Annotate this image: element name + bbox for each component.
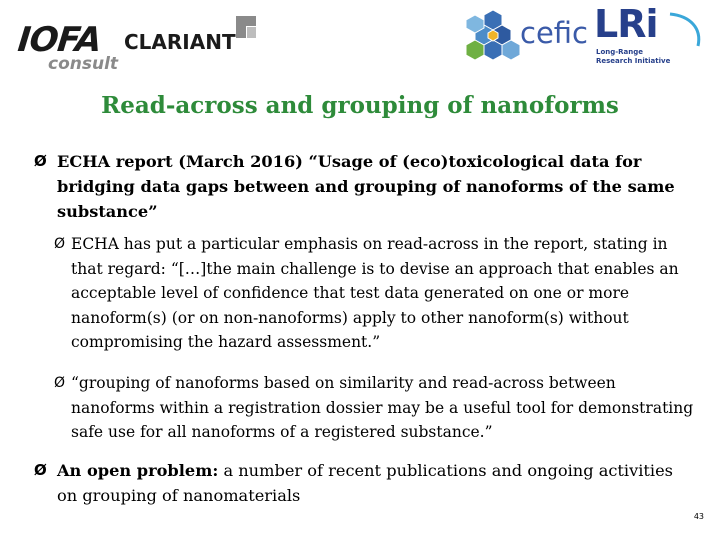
iofa-consult-logo [8,18,118,76]
bullet-text: “grouping of nanoforms based on similarity and read-across between nanoforms within a registration dossier may be a useful tool for demonstrating safe use for all nanoforms of a registered substance.” [71,374,694,441]
slide-title: Read-across and grouping of nanoforms [101,92,619,119]
bullet-open-problem [34,458,694,508]
cefic-logo [464,4,592,64]
clariant-mark-icon [236,16,256,38]
bullet-text: ECHA report (March 2016) “Usage of (eco)toxicological data for bridging data gaps between and grouping of nanoforms of the same substance” [57,152,675,221]
bullet-body: a number of recent publications and ongoing activities on grouping of nanomaterials [57,461,673,505]
clariant-logo [124,16,260,56]
bullet-text [34,458,694,508]
cefic-hexagon-icon [464,6,522,64]
lri-logo-text: LRi [594,2,658,46]
arrow-bullet-icon: Ø [34,152,47,170]
bullet-lead: An open problem: [57,461,219,480]
clariant-logo-text: CLARIANT [124,30,236,54]
bullet-echa-report [34,149,694,224]
iofa-logo-sub: consult [48,54,119,74]
arrow-bullet-icon: Ø [54,375,66,391]
bullet-text: ECHA has put a particular emphasis on read-across in the report, stating in that regard: “[…]the main challenge is to devise an approach that enables an acceptable level of confidence that test data generated on one or more nanoform(s) (or on non-nanoforms) apply to other nanoform(s) without compromising the hazard assessment.” [71,235,679,351]
lri-logo [590,4,710,70]
lri-logo-subtitle: Long-Range Research Initiative [596,48,671,65]
arrow-bullet-icon: Ø [54,236,66,252]
cefic-logo-text: cefic [520,16,588,50]
arrow-bullet-icon: Ø [34,461,47,479]
iofa-logo-main: IOFA [15,20,103,60]
page-number: 43 [693,512,704,521]
bullet-read-across-emphasis [54,232,694,355]
bullet-grouping-quote [54,371,694,445]
